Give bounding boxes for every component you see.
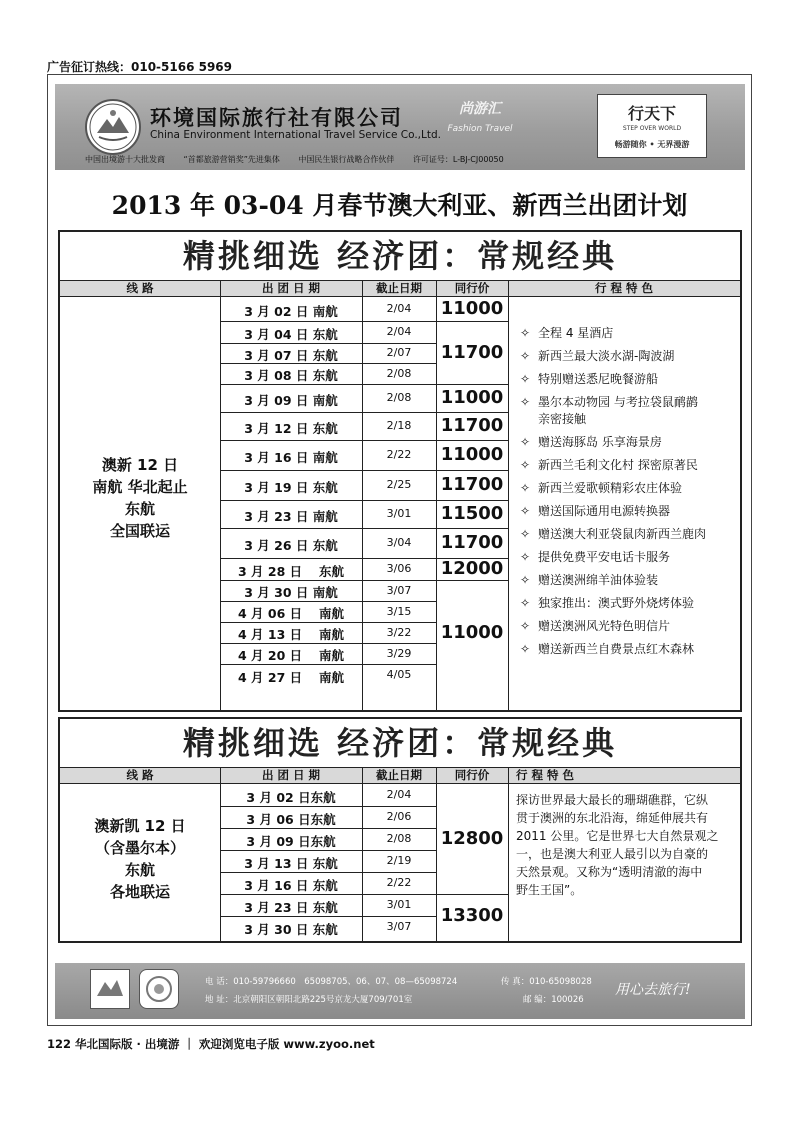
route-line: 东航	[124, 500, 155, 518]
feature-text: 赠送澳洲绵羊油体验装	[538, 573, 659, 587]
plan-title: 2013 年 03-04 月春节澳大利亚、新西兰出团计划	[111, 191, 688, 220]
description-line: 天然景观。又称为“透明清澈的海中	[516, 865, 703, 879]
feature-text: 赠送澳洲风光特色明信片	[538, 619, 671, 633]
feature-item	[520, 370, 658, 387]
departure-date: 3 月 02 日东航	[246, 790, 336, 805]
ad-hotline: 广告征订热线：010-5166 5969	[47, 60, 233, 74]
departure-date: 3 月 26 日 东航	[244, 538, 338, 553]
credential-item: 中国出境游十大批发商	[85, 155, 165, 164]
row-divider	[220, 384, 436, 385]
company-header-banner	[55, 84, 745, 170]
sparkle-icon: ✧	[520, 458, 531, 472]
page-footer-line: 122 华北国际版 · 出境游 ｜ 欢迎浏览电子版 www.zyoo.net	[47, 1037, 375, 1051]
row-divider	[220, 500, 436, 501]
price-divider	[436, 321, 508, 322]
section-banner: 精挑细选 经济团：常规经典	[182, 724, 618, 762]
credential-item: 中国民生银行战略合作伙伴	[298, 155, 395, 164]
departure-date: 3 月 23 日 南航	[244, 509, 338, 524]
deadline-date: 3/22	[386, 626, 412, 639]
contact-fax: 传 真：010-65098028	[501, 977, 592, 987]
header-features: 行 程 特 色	[516, 768, 575, 782]
feature-text: 提供免费平安电话卡服务	[538, 550, 671, 564]
row-divider	[220, 363, 436, 364]
row-divider	[220, 664, 436, 665]
feature-text: 新西兰毛利文化村 探密原著民	[538, 458, 698, 472]
sparkle-icon: ✧	[520, 550, 531, 564]
deadline-date: 2/22	[386, 876, 412, 889]
contact-footer	[55, 963, 745, 1019]
cets-logo-icon	[85, 99, 141, 155]
price: 11000	[440, 387, 504, 408]
row-divider	[220, 916, 436, 917]
company-name-cn: 环境国际旅行社有限公司	[150, 106, 403, 130]
row-divider	[220, 343, 436, 344]
row-divider	[220, 894, 436, 895]
deadline-date: 2/22	[386, 448, 412, 461]
departure-date: 3 月 28 日 东航	[238, 564, 344, 579]
feature-text: 全程 4 星酒店	[538, 326, 614, 340]
deadline-date: 2/08	[386, 391, 412, 404]
price-divider	[436, 440, 508, 441]
deadline-date: 2/19	[386, 854, 412, 867]
partner-logo-icon	[90, 969, 130, 1009]
departure-date: 3 月 12 日 东航	[244, 421, 338, 436]
row-divider	[220, 412, 436, 413]
feature-item	[520, 640, 694, 657]
section-banner: 精挑细选 经济团：常规经典	[182, 237, 618, 275]
row-divider	[220, 622, 436, 623]
description-line: 2011 公里。它是世界七大自然景观之	[516, 829, 719, 843]
deadline-date: 2/18	[386, 419, 412, 432]
row-divider	[220, 440, 436, 441]
deadline-date: 2/08	[386, 367, 412, 380]
feature-text: 赠送国际通用电源转换器	[538, 504, 671, 518]
feature-item	[520, 456, 698, 473]
sparkle-icon: ✧	[520, 596, 531, 610]
fashion-travel-logo-en: Fashion Travel	[447, 124, 513, 134]
row-divider	[220, 580, 436, 581]
deadline-date: 3/07	[386, 920, 412, 933]
deadline-date: 3/07	[386, 584, 412, 597]
deadline-date: 3/15	[386, 605, 412, 618]
price: 13300	[440, 905, 504, 926]
header-deadline: 截止日期	[376, 768, 422, 782]
price: 11700	[440, 342, 504, 363]
price-divider	[436, 894, 508, 895]
header-date: 出 团 日 期	[261, 768, 320, 782]
feature-item	[520, 324, 613, 341]
deadline-date: 3/29	[386, 647, 412, 660]
price: 11700	[440, 532, 504, 553]
deadline-date: 2/06	[386, 810, 412, 823]
contact-phone: 电 话：010-59796660 65098705、06、07、08—65098724	[205, 977, 458, 987]
header-route: 线 路	[126, 768, 154, 782]
feature-text: 赠送新西兰自费景点红木森林	[538, 642, 695, 656]
departure-date: 3 月 30 日 东航	[244, 922, 338, 937]
departure-date: 3 月 06 日东航	[246, 812, 336, 827]
departure-date: 3 月 16 日 南航	[244, 450, 338, 465]
header-price: 同行价	[454, 768, 490, 782]
contact-postcode: 邮 编：100026	[523, 995, 584, 1005]
price: 12800	[440, 828, 504, 849]
price-divider	[436, 470, 508, 471]
xingtianxia-logo	[597, 94, 707, 158]
departure-date: 3 月 23 日 东航	[244, 900, 338, 915]
company-name-en: China Environment International Travel Service Co.,Ltd.	[150, 129, 441, 141]
departure-date: 3 月 16 日 东航	[244, 878, 338, 893]
row-divider	[220, 828, 436, 829]
departure-date: 3 月 30 日 南航	[244, 585, 338, 600]
feature-item	[538, 410, 586, 427]
description-line: 野生王国”。	[516, 883, 583, 897]
row-divider	[220, 806, 436, 807]
price: 11000	[440, 622, 504, 643]
route-line: 南航 华北起止	[92, 478, 188, 496]
table-header-row	[60, 280, 740, 297]
header-features: 行 程 特 色	[594, 281, 653, 295]
description-line: 贯于澳洲的东北沿海，绵延伸展共有	[516, 811, 709, 825]
tour-section-aus-nz-cairns	[58, 717, 742, 943]
route-line: 东航	[124, 861, 155, 879]
price: 11700	[440, 415, 504, 436]
feature-item	[520, 594, 694, 611]
row-divider	[220, 643, 436, 644]
feature-item	[520, 433, 662, 450]
departure-date: 3 月 09 日 南航	[244, 393, 338, 408]
row-divider	[220, 558, 436, 559]
route-line: （含墨尔本）	[94, 839, 185, 857]
sparkle-icon: ✧	[520, 435, 531, 449]
fashion-travel-logo	[444, 98, 516, 144]
departure-date: 4 月 06 日 南航	[238, 606, 344, 621]
deadline-date: 2/04	[386, 788, 412, 801]
price-divider	[436, 500, 508, 501]
sparkle-icon: ✧	[520, 372, 531, 386]
company-credentials	[85, 154, 565, 165]
xingtianxia-slogan: 畅游随你 • 无界漫游	[614, 140, 690, 149]
price-divider	[436, 580, 508, 581]
row-divider	[220, 470, 436, 471]
tour-section-aus-nz	[58, 230, 742, 712]
departure-date: 3 月 07 日 东航	[244, 348, 338, 363]
sparkle-icon: ✧	[520, 349, 531, 363]
deadline-date: 3/01	[386, 898, 412, 911]
tour-description	[516, 791, 738, 899]
deadline-date: 3/04	[386, 536, 412, 549]
price: 11700	[440, 474, 504, 495]
feature-item	[520, 479, 682, 496]
xingtianxia-title: 行天下	[627, 104, 676, 123]
contact-address: 地 址：北京朝阳区朝阳北路225号京龙大厦709/701室	[205, 995, 413, 1005]
description-line: 一，也是澳大利亚人最引以为自豪的	[516, 847, 709, 861]
row-divider	[220, 528, 436, 529]
feature-item	[520, 548, 670, 565]
feature-item	[520, 571, 658, 588]
sparkle-icon: ✧	[520, 619, 531, 633]
header-price: 同行价	[454, 281, 490, 295]
feature-text: 新西兰最大淡水湖-陶波湖	[538, 349, 675, 363]
departure-date: 3 月 13 日 东航	[244, 856, 338, 871]
route-name	[60, 454, 220, 542]
deadline-date: 3/01	[386, 507, 412, 520]
price: 11500	[440, 503, 504, 524]
row-divider	[220, 872, 436, 873]
sparkle-icon: ✧	[520, 573, 531, 587]
feature-item	[520, 502, 670, 519]
feature-item	[520, 347, 674, 364]
footer-slogan: 用心去旅行!	[615, 982, 691, 998]
sparkle-icon: ✧	[520, 481, 531, 495]
feature-text: 特别赠送悉尼晚餐游船	[538, 372, 659, 386]
route-line: 全国联运	[109, 522, 170, 540]
price-divider	[436, 412, 508, 413]
departure-date: 3 月 09 日东航	[246, 834, 336, 849]
description-line: 探访世界最大最长的珊瑚礁群，它纵	[516, 793, 709, 807]
header-date: 出 团 日 期	[261, 281, 320, 295]
deadline-date: 2/04	[386, 302, 412, 315]
deadline-date: 2/08	[386, 832, 412, 845]
route-line: 澳新凯 12 日	[94, 817, 186, 835]
feature-text: 赠送海豚岛 乐享海景房	[538, 435, 662, 449]
route-line: 澳新 12 日	[101, 456, 179, 474]
departure-date: 4 月 27 日 南航	[238, 670, 344, 685]
sparkle-icon: ✧	[520, 504, 531, 518]
feature-text: 独家推出：澳式野外烧烤体验	[538, 596, 695, 610]
feature-text: 赠送澳大利亚袋鼠肉新西兰鹿肉	[538, 527, 707, 541]
price: 11000	[440, 444, 504, 465]
departure-date: 3 月 02 日 南航	[244, 304, 338, 319]
credential-item: 许可证号：L-BJ-CJ00050	[412, 155, 504, 164]
feature-text: 墨尔本动物园 与考拉袋鼠鸸鹋	[538, 395, 698, 409]
route-name	[60, 815, 220, 903]
header-route: 线 路	[126, 281, 154, 295]
sparkle-icon: ✧	[520, 527, 531, 541]
table-header-row	[60, 767, 740, 784]
route-line: 各地联运	[109, 883, 170, 901]
departure-date: 4 月 20 日 南航	[238, 648, 344, 663]
deadline-date: 4/05	[386, 668, 412, 681]
credential-item: “首都旅游营销奖”先进集体	[183, 155, 280, 164]
feature-text: 新西兰爱歌顿精彩农庄体验	[538, 481, 683, 495]
feature-text: 亲密接触	[538, 412, 587, 426]
deadline-date: 2/04	[386, 325, 412, 338]
price: 11000	[440, 298, 504, 319]
header-deadline: 截止日期	[376, 281, 422, 295]
sparkle-icon: ✧	[520, 395, 531, 409]
departure-date: 3 月 08 日 东航	[244, 368, 338, 383]
price-divider	[436, 528, 508, 529]
row-divider	[220, 321, 436, 322]
xingtianxia-subtitle: STEP OVER WORLD	[622, 125, 682, 132]
deadline-date: 2/25	[386, 478, 412, 491]
departure-date: 4 月 13 日 南航	[238, 627, 344, 642]
fashion-travel-logo-cn: 尚游汇	[459, 101, 501, 117]
row-divider	[220, 850, 436, 851]
departure-date: 3 月 19 日 东航	[244, 480, 338, 495]
price-divider	[436, 384, 508, 385]
deadline-date: 2/07	[386, 346, 412, 359]
deadline-date: 3/06	[386, 562, 412, 575]
feature-item	[520, 525, 706, 542]
row-divider	[220, 601, 436, 602]
feature-item	[520, 393, 698, 410]
partner-seal-icon	[139, 969, 179, 1009]
departure-date: 3 月 04 日 东航	[244, 327, 338, 342]
feature-item	[520, 617, 670, 634]
sparkle-icon: ✧	[520, 642, 531, 656]
sparkle-icon: ✧	[520, 326, 531, 340]
price: 12000	[440, 558, 504, 579]
